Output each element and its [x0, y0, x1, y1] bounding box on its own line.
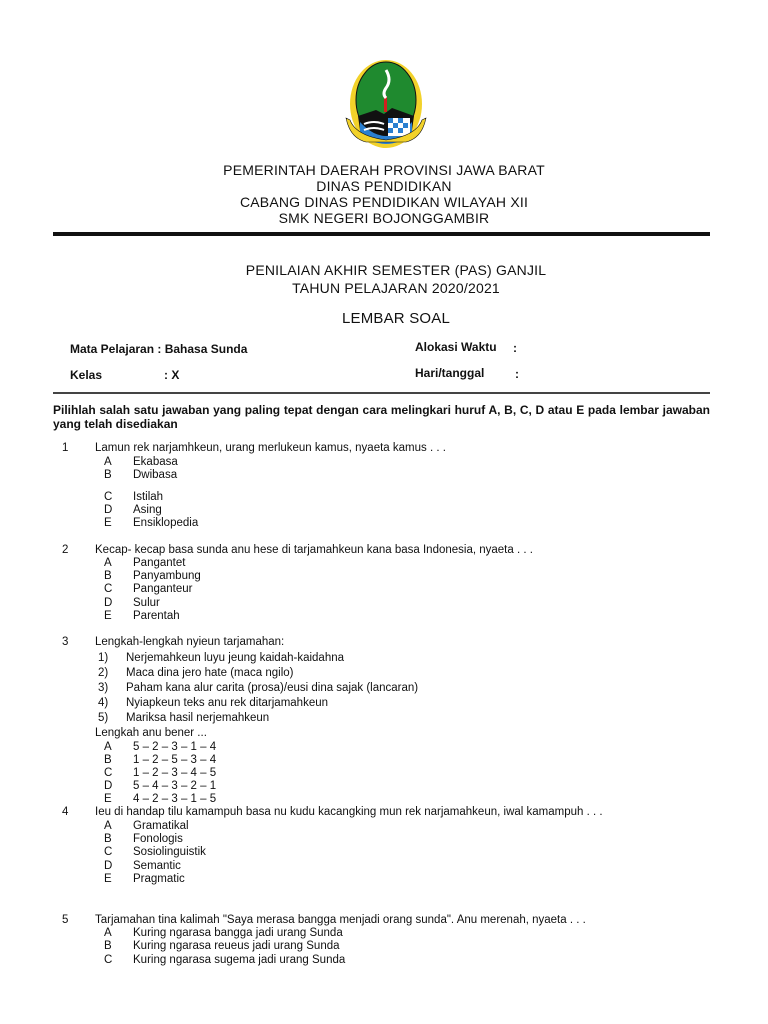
option-text: 5 – 4 – 3 – 2 – 1 [133, 780, 217, 792]
date-label: Hari/tanggal [415, 366, 485, 380]
question-text: Ieu di handap tilu kamampuh basa nu kudu kacangking mun rek narjamahkeun, iwal kamampuh . . . [95, 806, 603, 818]
option-letter: A [104, 741, 112, 753]
option-text: Kuring ngarasa bangga jadi urang Sunda [133, 927, 343, 939]
question-number: 2 [62, 544, 69, 556]
header-line-3: CABANG DINAS PENDIDIKAN WILAYAH XII [239, 194, 529, 210]
option-text: Panyambung [133, 570, 201, 582]
option-text: Istilah [133, 491, 164, 503]
question-number: 4 [62, 806, 69, 818]
option-letter: D [104, 780, 113, 792]
question-number: 5 [62, 914, 69, 926]
step-number: 4) [98, 697, 109, 709]
option-text: Gramatikal [133, 820, 189, 832]
question-prompt: Lengkah anu bener ... [95, 727, 207, 739]
time-value: : [513, 341, 517, 355]
option-letter: A [104, 456, 112, 468]
option-letter: D [104, 504, 113, 516]
header-line-4: SMK NEGERI BOJONGGAMBIR [278, 210, 490, 226]
option-text: Ekabasa [133, 456, 178, 468]
option-letter: A [104, 557, 112, 569]
option-text: Semantic [133, 860, 181, 872]
option-text: Dwibasa [133, 469, 178, 481]
step-text: Maca dina jero hate (maca ngilo) [126, 667, 294, 679]
header-divider [53, 232, 710, 236]
option-letter: B [104, 940, 112, 952]
instruction-text: Pilihlah salah satu jawaban yang paling tepat dengan cara melingkari huruf A, B, C, D atau E pada lembar jawaban yang telah disediakan [53, 403, 710, 431]
meta-divider [53, 392, 710, 394]
option-text: 4 – 2 – 3 – 1 – 5 [133, 793, 217, 805]
date-value: : [515, 367, 519, 381]
logo-emblem [336, 58, 436, 150]
question-number: 3 [62, 636, 69, 648]
step-text: Mariksa hasil nerjemahkeun [126, 712, 270, 724]
question-text: Lengkah-lengkah nyieun tarjamahan: [95, 636, 285, 648]
option-letter: B [104, 754, 112, 766]
option-letter: C [104, 846, 113, 858]
option-letter: C [104, 767, 113, 779]
header-line-1: PEMERINTAH DAERAH PROVINSI JAWA BARAT [223, 162, 545, 178]
option-text: 1 – 2 – 5 – 3 – 4 [133, 754, 217, 766]
option-text: Pragmatic [133, 873, 185, 885]
option-text: 5 – 2 – 3 – 1 – 4 [133, 741, 217, 753]
option-text: Asing [133, 504, 162, 516]
exam-year: TAHUN PELAJARAN 2020/2021 [292, 280, 500, 296]
question-text: Lamun rek narjamhkeun, urang merlukeun kamus, nyaeta kamus . . . [95, 442, 446, 454]
option-letter: D [104, 597, 113, 609]
step-number: 5) [98, 712, 109, 724]
option-letter: A [104, 927, 112, 939]
option-text: Sosiolinguistik [133, 846, 206, 858]
option-text: Panganteur [133, 583, 193, 595]
option-letter: D [104, 860, 113, 872]
class-value: : X [164, 368, 180, 382]
exam-title: PENILAIAN AKHIR SEMESTER (PAS) GANJIL [245, 262, 547, 278]
time-label: Alokasi Waktu [415, 340, 497, 354]
option-text: Parentah [133, 610, 180, 622]
option-letter: C [104, 583, 113, 595]
option-text: Pangantet [133, 557, 186, 569]
step-text: Nyiapkeun teks anu rek ditarjamahkeun [126, 697, 329, 709]
question-text: Kecap- kecap basa sunda anu hese di tarjamahkeun kana basa Indonesia, nyaeta . . . [95, 544, 533, 556]
option-text: Fonologis [133, 833, 183, 845]
sheet-title: LEMBAR SOAL [341, 310, 451, 327]
step-text: Paham kana alur carita (prosa)/eusi dina sajak (lancaran) [126, 682, 419, 694]
option-text: Ensiklopedia [133, 517, 199, 529]
option-text: 1 – 2 – 3 – 4 – 5 [133, 767, 217, 779]
option-letter: E [104, 873, 112, 885]
header-line-2: DINAS PENDIDIKAN [316, 178, 452, 194]
question-text: Tarjamahan tina kalimah "Saya merasa bangga menjadi orang sunda". Anu merenah, nyaeta . . . [95, 914, 586, 926]
question-number: 1 [62, 442, 69, 454]
step-number: 1) [98, 652, 109, 664]
option-letter: E [104, 793, 112, 805]
option-letter: B [104, 833, 112, 845]
option-letter: C [104, 954, 113, 966]
subject-field: Mata Pelajaran : Bahasa Sunda [70, 342, 248, 356]
option-letter: C [104, 491, 113, 503]
step-number: 2) [98, 667, 109, 679]
option-letter: B [104, 570, 112, 582]
option-text: Kuring ngarasa sugema jadi urang Sunda [133, 954, 346, 966]
option-text: Sulur [133, 597, 160, 609]
step-text: Nerjemahkeun luyu jeung kaidah-kaidahna [126, 652, 345, 664]
option-text: Kuring ngarasa reueus jadi urang Sunda [133, 940, 340, 952]
step-number: 3) [98, 682, 109, 694]
option-letter: A [104, 820, 112, 832]
option-letter: B [104, 469, 112, 481]
option-letter: E [104, 610, 112, 622]
option-letter: E [104, 517, 112, 529]
class-label: Kelas [70, 368, 103, 382]
